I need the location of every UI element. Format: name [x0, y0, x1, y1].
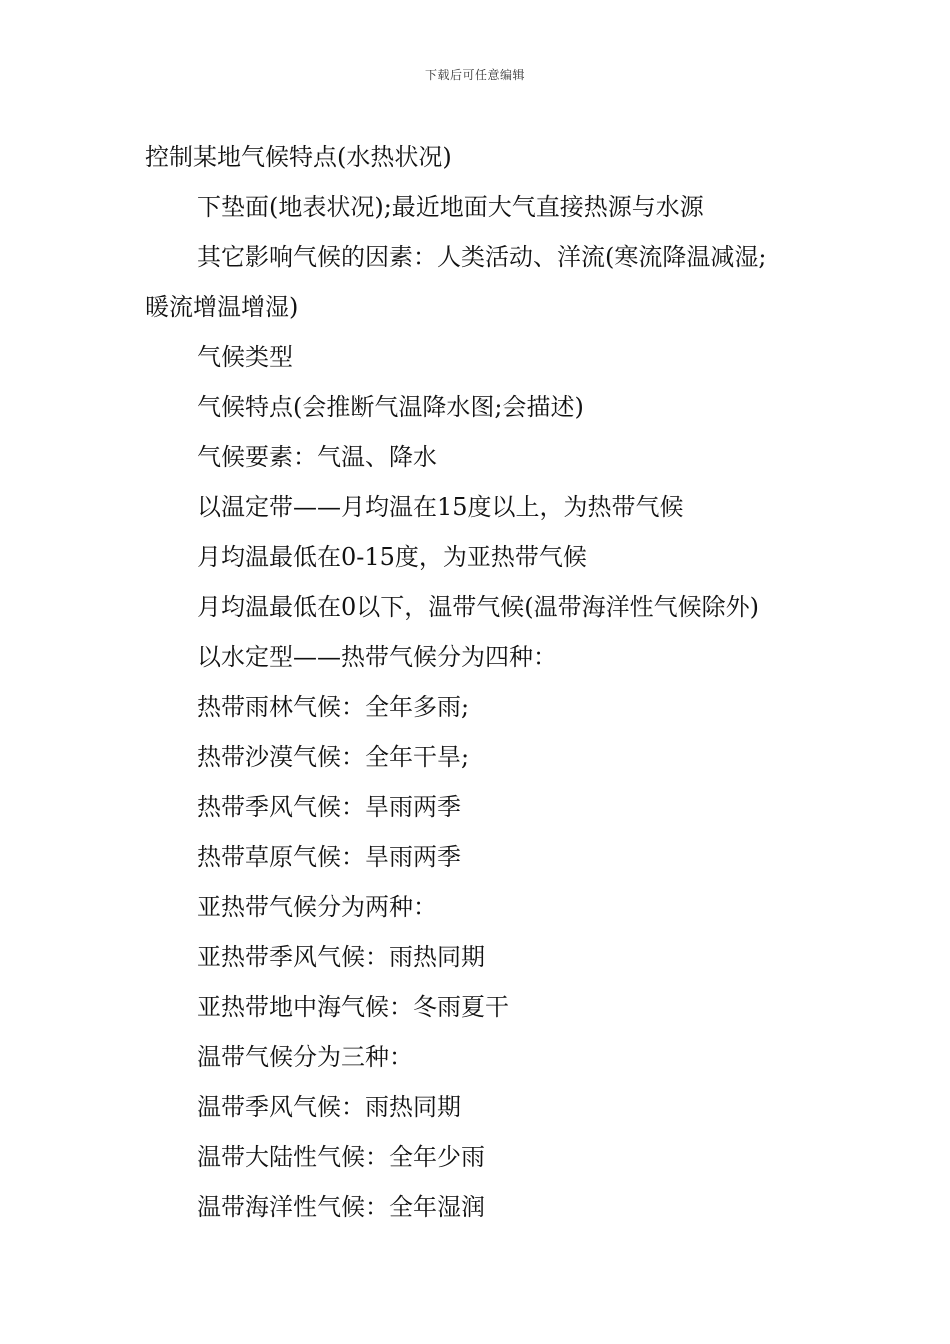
list-item: 温带季风气候：雨热同期: [197, 1093, 461, 1121]
text-line: 其它影响气候的因素：人类活动、洋流(寒流降温减湿;: [197, 243, 767, 271]
list-item: 亚热带季风气候：雨热同期: [197, 943, 485, 971]
text-line: 控制某地气候特点(水热状况): [145, 143, 452, 171]
text-line: 气候要素：气温、降水: [197, 443, 437, 471]
section-heading: 气候类型: [197, 343, 293, 371]
list-item: 热带雨林气候：全年多雨;: [197, 693, 470, 721]
text-line: 亚热带气候分为两种：: [197, 893, 437, 921]
list-item: 热带季风气候：旱雨两季: [197, 793, 461, 821]
list-item: 热带草原气候：旱雨两季: [197, 843, 461, 871]
text-line: 下垫面(地表状况);最近地面大气直接热源与水源: [197, 193, 704, 221]
list-item: 温带海洋性气候：全年湿润: [197, 1193, 485, 1221]
text-line: 以水定型——热带气候分为四种：: [197, 643, 557, 671]
text-line: 以温定带——月均温在15度以上，为热带气候: [197, 493, 684, 521]
list-item: 温带大陆性气候：全年少雨: [197, 1143, 485, 1171]
list-item: 热带沙漠气候：全年干旱;: [197, 743, 470, 771]
text-line: 温带气候分为三种：: [197, 1043, 413, 1071]
page-header: 下载后可任意编辑: [424, 68, 525, 82]
document-body: [145, 132, 835, 1232]
text-line: 暖流增温增湿): [145, 293, 299, 321]
list-item: 亚热带地中海气候：冬雨夏干: [197, 993, 509, 1021]
text-line: 月均温最低在0以下，温带气候(温带海洋性气候除外): [197, 593, 759, 621]
text-line: 气候特点(会推断气温降水图;会描述): [197, 393, 584, 421]
text-line: 月均温最低在0-15度，为亚热带气候: [197, 543, 587, 571]
